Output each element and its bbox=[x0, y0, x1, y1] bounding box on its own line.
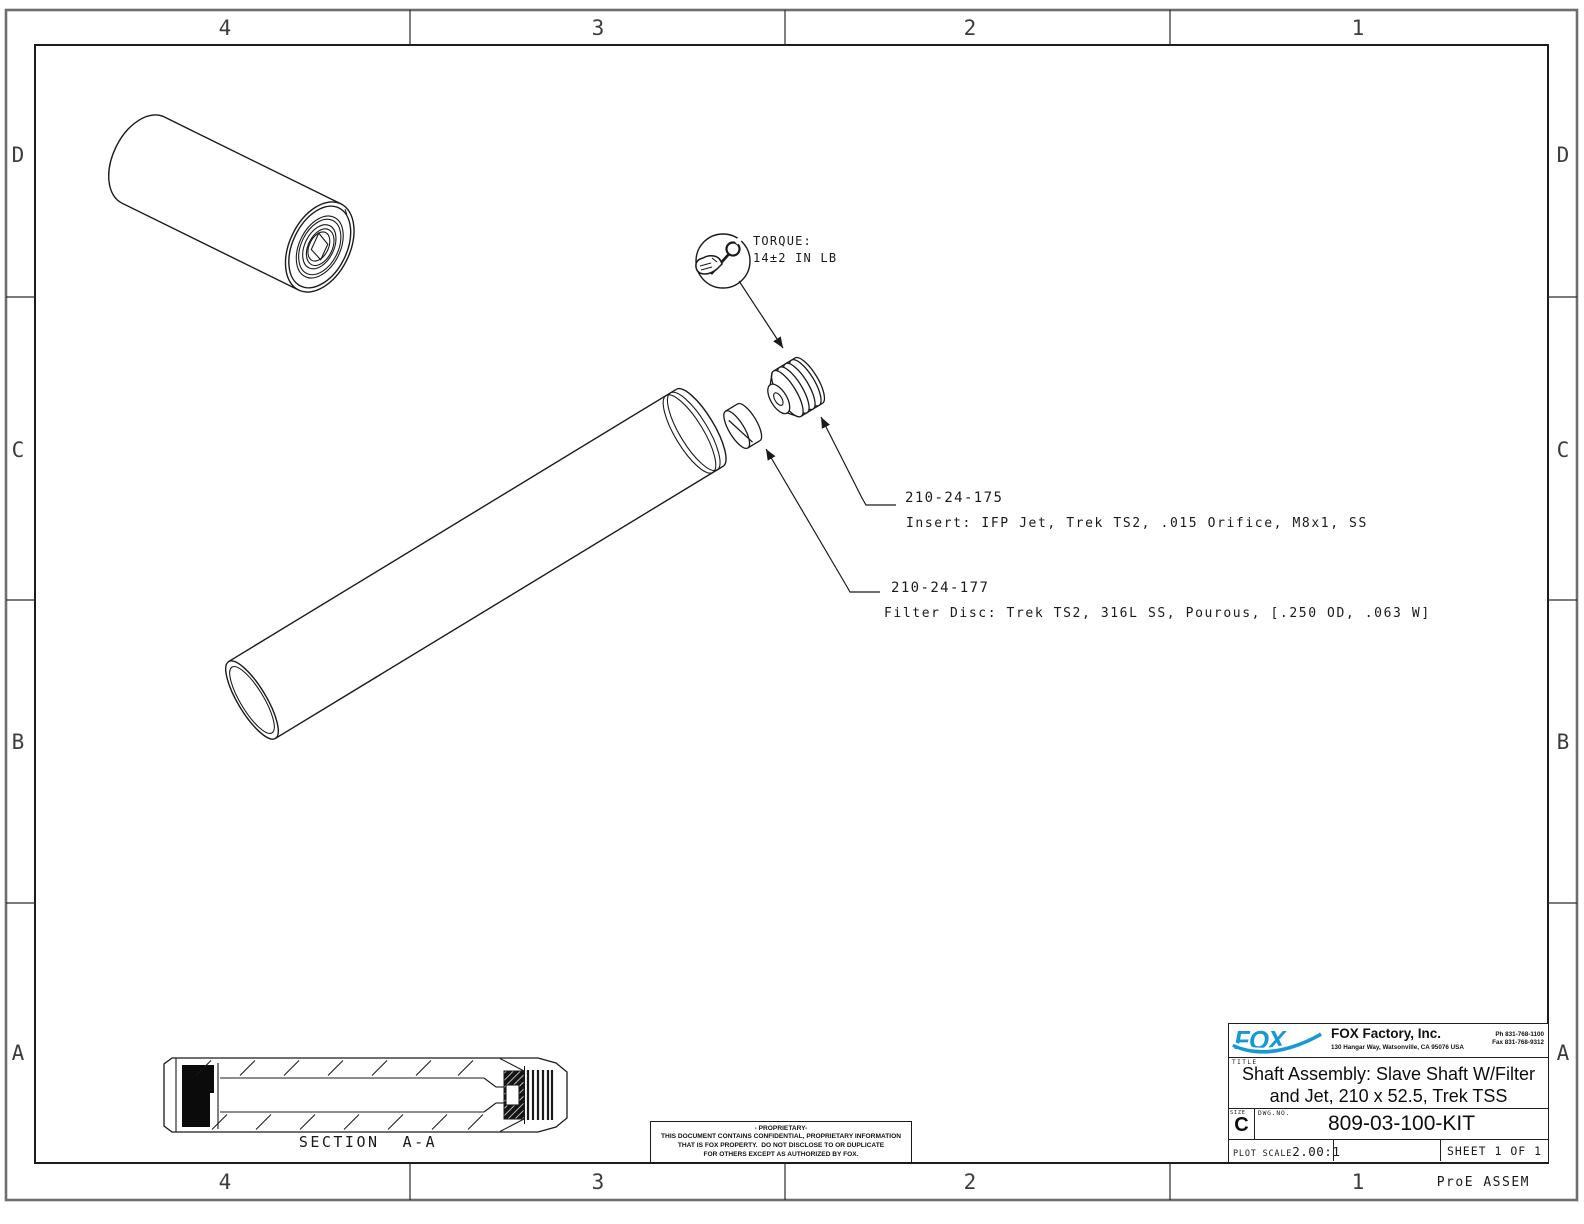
zone-row-label: A bbox=[11, 1041, 25, 1065]
dwg-number-label: DWG.NO. bbox=[1258, 1110, 1291, 1117]
title-block-dwg-row bbox=[1229, 1109, 1548, 1140]
empty-cell bbox=[1334, 1140, 1441, 1161]
zone-column-label: 3 bbox=[591, 1170, 605, 1194]
proprietary-notice bbox=[650, 1121, 912, 1163]
dwg-number-value: 809-03-100-KIT bbox=[1327, 1112, 1476, 1135]
inner-frame bbox=[35, 45, 1548, 1163]
section-view bbox=[164, 1058, 567, 1132]
zone-column-label: 1 bbox=[1351, 1170, 1365, 1194]
exploded-shaft-tube bbox=[217, 382, 735, 746]
zone-row-label: C bbox=[11, 438, 25, 462]
proprietary-line: FOR OTHERS EXCEPT AS AUTHORIZED BY FOX. bbox=[703, 1150, 859, 1158]
torque-note-line1: TORQUE: bbox=[753, 234, 812, 248]
callout-part-number: 210-24-177 bbox=[891, 580, 990, 596]
size-value: C bbox=[1234, 1114, 1249, 1136]
company-address: 130 Hangar Way, Watsonville, CA 95076 USA bbox=[1331, 1044, 1464, 1051]
torque-balloon bbox=[696, 234, 750, 288]
zone-row-label: A bbox=[1556, 1041, 1570, 1065]
section-view-label: SECTION A-A bbox=[298, 1133, 438, 1151]
filter-disc-leader bbox=[766, 449, 880, 592]
fox-logo-text: FOX bbox=[1234, 1026, 1285, 1055]
drawing-title-line2: and Jet, 210 x 52.5, Trek TSS bbox=[1269, 1086, 1508, 1106]
zone-column-label: 2 bbox=[963, 16, 977, 40]
title-block bbox=[1228, 1023, 1549, 1163]
insert-leader bbox=[821, 417, 896, 505]
callout-part-description: Insert: IFP Jet, Trek TS2, .015 Orifice, M8x1, SS bbox=[906, 516, 1368, 531]
zone-column-label: 3 bbox=[591, 16, 605, 40]
title-block-title-row bbox=[1229, 1058, 1548, 1109]
plot-scale-value: 2.00:1 bbox=[1292, 1144, 1341, 1159]
section-hatch-ticks bbox=[196, 1061, 483, 1130]
plot-scale-label: PLOT SCALE bbox=[1233, 1149, 1293, 1159]
zone-column-label: 4 bbox=[218, 1170, 232, 1194]
section-threads bbox=[528, 1070, 552, 1120]
sheet-count: SHEET 1 OF 1 bbox=[1446, 1144, 1543, 1158]
zone-row-label: C bbox=[1556, 438, 1570, 462]
callout-part-number: 210-24-175 bbox=[905, 490, 1004, 506]
zone-column-label: 2 bbox=[963, 1170, 977, 1194]
zone-row-label: D bbox=[11, 143, 25, 167]
callout-part-description: Filter Disc: Trek TS2, 316L SS, Pourous, [.250 OD, .063 W] bbox=[884, 606, 1431, 621]
fox-logo bbox=[1232, 1026, 1324, 1056]
company-phone: Ph 831-768-1100 bbox=[1495, 1031, 1544, 1038]
leader-lines bbox=[739, 281, 896, 592]
company-fax: Fax 831-768-9312 bbox=[1492, 1039, 1544, 1046]
section-left-insert bbox=[182, 1065, 214, 1127]
title-block-company-row bbox=[1229, 1024, 1548, 1058]
zone-column-label: 1 bbox=[1351, 16, 1365, 40]
zone-row-label: B bbox=[1556, 730, 1570, 754]
company-name: FOX Factory, Inc. bbox=[1331, 1026, 1442, 1041]
title-block-scale-row bbox=[1229, 1140, 1548, 1161]
zone-divider-ticks bbox=[6, 10, 1577, 1200]
size-label: SIZE bbox=[1230, 1110, 1246, 1116]
size-cell bbox=[1229, 1109, 1255, 1139]
outer-border bbox=[6, 10, 1577, 1200]
torque-note-line2: 14±2 IN LB bbox=[753, 251, 838, 265]
proprietary-line: - PROPRIETARY- bbox=[754, 1124, 808, 1132]
dwg-number-cell bbox=[1255, 1109, 1548, 1139]
zone-column-label: 4 bbox=[218, 16, 232, 40]
zone-row-label: B bbox=[11, 730, 25, 754]
isometric-shaft-view bbox=[95, 104, 368, 304]
plot-scale-cell bbox=[1229, 1140, 1341, 1161]
jet-insert-part bbox=[758, 353, 830, 425]
filter-disc-part bbox=[719, 400, 766, 452]
drawing-title-line1: Shaft Assembly: Slave Shaft W/Filter bbox=[1241, 1064, 1536, 1084]
title-label: TITLE bbox=[1232, 1059, 1258, 1066]
torque-leader bbox=[739, 281, 783, 348]
proprietary-line: THIS DOCUMENT CONTAINS CONFIDENTIAL, PROPRIETARY INFORMATION bbox=[661, 1133, 901, 1141]
proprietary-line: THAT IS FOX PROPERTY. DO NOT DISCLOSE TO OR DUPLICATE bbox=[677, 1142, 885, 1149]
zone-row-label: D bbox=[1556, 143, 1570, 167]
cad-system-note: ProE ASSEM bbox=[1436, 1175, 1530, 1190]
